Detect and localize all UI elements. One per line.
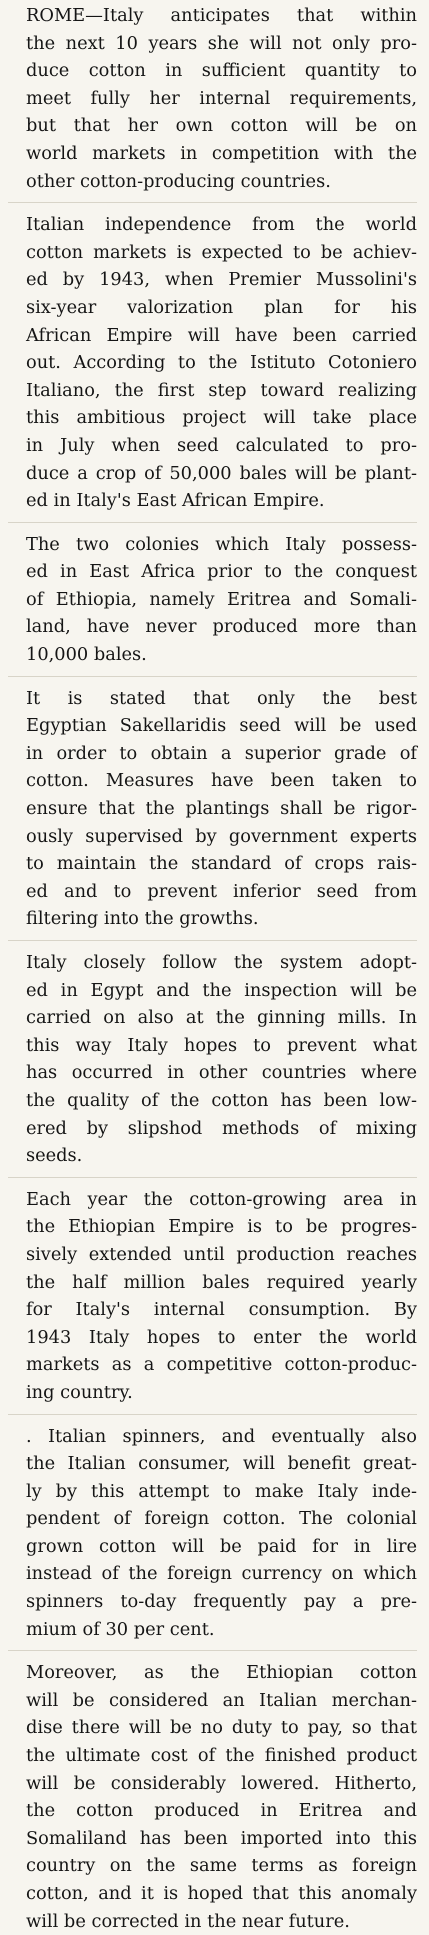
- paragraph-line: sively extended until production reaches: [26, 1243, 417, 1265]
- paragraph-line: filtering into the growths.: [26, 908, 259, 930]
- paragraph-line: other cotton-producing countries.: [26, 170, 331, 192]
- paragraph-line: for Italy's internal consumption. By: [26, 1299, 417, 1321]
- article-paragraph-4: [8, 685, 417, 933]
- paragraph-line: but that her own cotton will be on: [26, 115, 417, 137]
- paragraph-divider: [8, 940, 417, 941]
- paragraph-line: African Empire will have been carried: [26, 324, 417, 346]
- paragraph-line: country on the same terms as foreign: [26, 1855, 417, 1877]
- paragraph-line: instead of the foreign currency on which: [26, 1563, 417, 1585]
- paragraph-line: duce cotton in sufficient quantity to: [26, 60, 417, 82]
- paragraph-line: ed by 1943, when Premier Mussolini's: [26, 269, 417, 291]
- paragraph-line: carried on also at the ginning mills. In: [26, 1007, 417, 1029]
- paragraph-line: Italiano, the first step toward realizing: [26, 379, 417, 401]
- paragraph-line: out. According to the Istituto Cotoniero: [26, 352, 417, 374]
- paragraph-line: has occurred in other countries where: [26, 1062, 417, 1084]
- paragraph-line: ed in East Africa prior to the conquest: [26, 561, 417, 583]
- paragraph-divider: [8, 1177, 417, 1178]
- paragraph-line: dise there will be no duty to pay, so that: [26, 1717, 417, 1739]
- paragraph-divider: [8, 1650, 417, 1651]
- paragraph-line: will be considered an Italian merchan-: [26, 1689, 417, 1711]
- paragraph-line: land, have never produced more than: [26, 616, 417, 638]
- paragraph-divider: [8, 522, 417, 523]
- paragraph-line: Each year the cotton-growing area in: [26, 1188, 417, 1210]
- paragraph-line: will be considerably lowered. Hitherto,: [26, 1772, 417, 1794]
- paragraph-line: 10,000 bales.: [26, 644, 147, 666]
- article-paragraph-6: [8, 1186, 417, 1407]
- paragraph-line: in order to obtain a superior grade of: [26, 742, 417, 764]
- article-paragraph-2: [8, 211, 417, 515]
- paragraph-line: the next 10 years she will not only pro-: [26, 32, 417, 54]
- paragraph-line: ed and to prevent inferior seed from: [26, 880, 417, 902]
- paragraph-line: Italian independence from the world: [26, 214, 417, 236]
- paragraph-line: six-year valorization plan for his: [26, 296, 417, 318]
- paragraph-line: mium of 30 per cent.: [26, 1618, 215, 1640]
- paragraph-line: the half million bales required yearly: [26, 1271, 417, 1293]
- paragraph-line: cotton. Measures have been taken to: [26, 770, 417, 792]
- paragraph-line: cotton markets is expected to be achiev-: [26, 241, 417, 263]
- paragraph-line: this way Italy hopes to prevent what: [26, 1034, 417, 1056]
- article-paragraph-1: [8, 2, 417, 195]
- paragraph-line: ed in Egypt and the inspection will be: [26, 979, 417, 1001]
- article-paragraph-8: [8, 1659, 417, 1935]
- article-paragraph-3: [8, 531, 417, 669]
- paragraph-divider: [8, 676, 417, 677]
- paragraph-line: ously supervised by government experts: [26, 825, 417, 847]
- paragraph-line: pendent of foreign cotton. The colonial: [26, 1508, 417, 1530]
- paragraph-line: ing country.: [26, 1381, 133, 1403]
- paragraph-divider: [8, 202, 417, 203]
- paragraph-line: Moreover, as the Ethiopian cotton: [26, 1662, 417, 1684]
- paragraph-divider: [8, 1414, 417, 1415]
- paragraph-line: duce a crop of 50,000 bales will be plant-: [26, 462, 417, 484]
- paragraph-line: the cotton produced in Eritrea and: [26, 1800, 417, 1822]
- paragraph-line: seeds.: [26, 1145, 83, 1167]
- paragraph-line: world markets in competition with the: [26, 142, 417, 164]
- paragraph-line: the Italian consumer, will benefit great-: [26, 1453, 417, 1475]
- paragraph-line: ROME—Italy anticipates that within: [26, 5, 417, 26]
- paragraph-line: The two colonies which Italy possess-: [26, 533, 417, 555]
- paragraph-line: It is stated that only the best: [26, 687, 417, 709]
- paragraph-line: the quality of the cotton has been low-: [26, 1089, 417, 1111]
- paragraph-line: the Ethiopian Empire is to be progres-: [26, 1216, 417, 1238]
- paragraph-line: Somaliland has been imported into this: [26, 1827, 417, 1849]
- paragraph-line: will be corrected in the near future.: [26, 1910, 350, 1932]
- paragraph-line: meet fully her internal requirements,: [26, 87, 417, 109]
- paragraph-line: . Italian spinners, and eventually also: [26, 1425, 417, 1447]
- paragraph-line: Egyptian Sakellaridis seed will be used: [26, 715, 417, 737]
- paragraph-line: markets as a competitive cotton-produc-: [26, 1354, 417, 1376]
- paragraph-line: cotton, and it is hoped that this anomaly: [26, 1883, 417, 1904]
- paragraph-line: ed in Italy's East African Empire.: [26, 490, 325, 512]
- article-paragraph-7: [8, 1423, 417, 1644]
- paragraph-line: ered by slipshod methods of mixing: [26, 1117, 417, 1139]
- paragraph-line: ly by this attempt to make Italy inde-: [26, 1480, 417, 1502]
- paragraph-line: this ambitious project will take place: [26, 407, 417, 429]
- article-paragraph-5: [8, 949, 417, 1170]
- paragraph-line: in July when seed calculated to pro-: [26, 434, 417, 456]
- paragraph-line: the ultimate cost of the finished product: [26, 1745, 417, 1767]
- paragraph-line: grown cotton will be paid for in lire: [26, 1535, 417, 1557]
- paragraph-line: Italy closely follow the system adopt-: [26, 952, 417, 973]
- paragraph-line: spinners to-day frequently pay a pre-: [26, 1591, 417, 1613]
- paragraph-line: of Ethiopia, namely Eritrea and Somali-: [26, 588, 417, 610]
- paragraph-line: 1943 Italy hopes to enter the world: [26, 1326, 417, 1348]
- paragraph-line: ensure that the plantings shall be rigor-: [26, 798, 417, 820]
- paragraph-line: to maintain the standard of crops rais-: [26, 853, 417, 875]
